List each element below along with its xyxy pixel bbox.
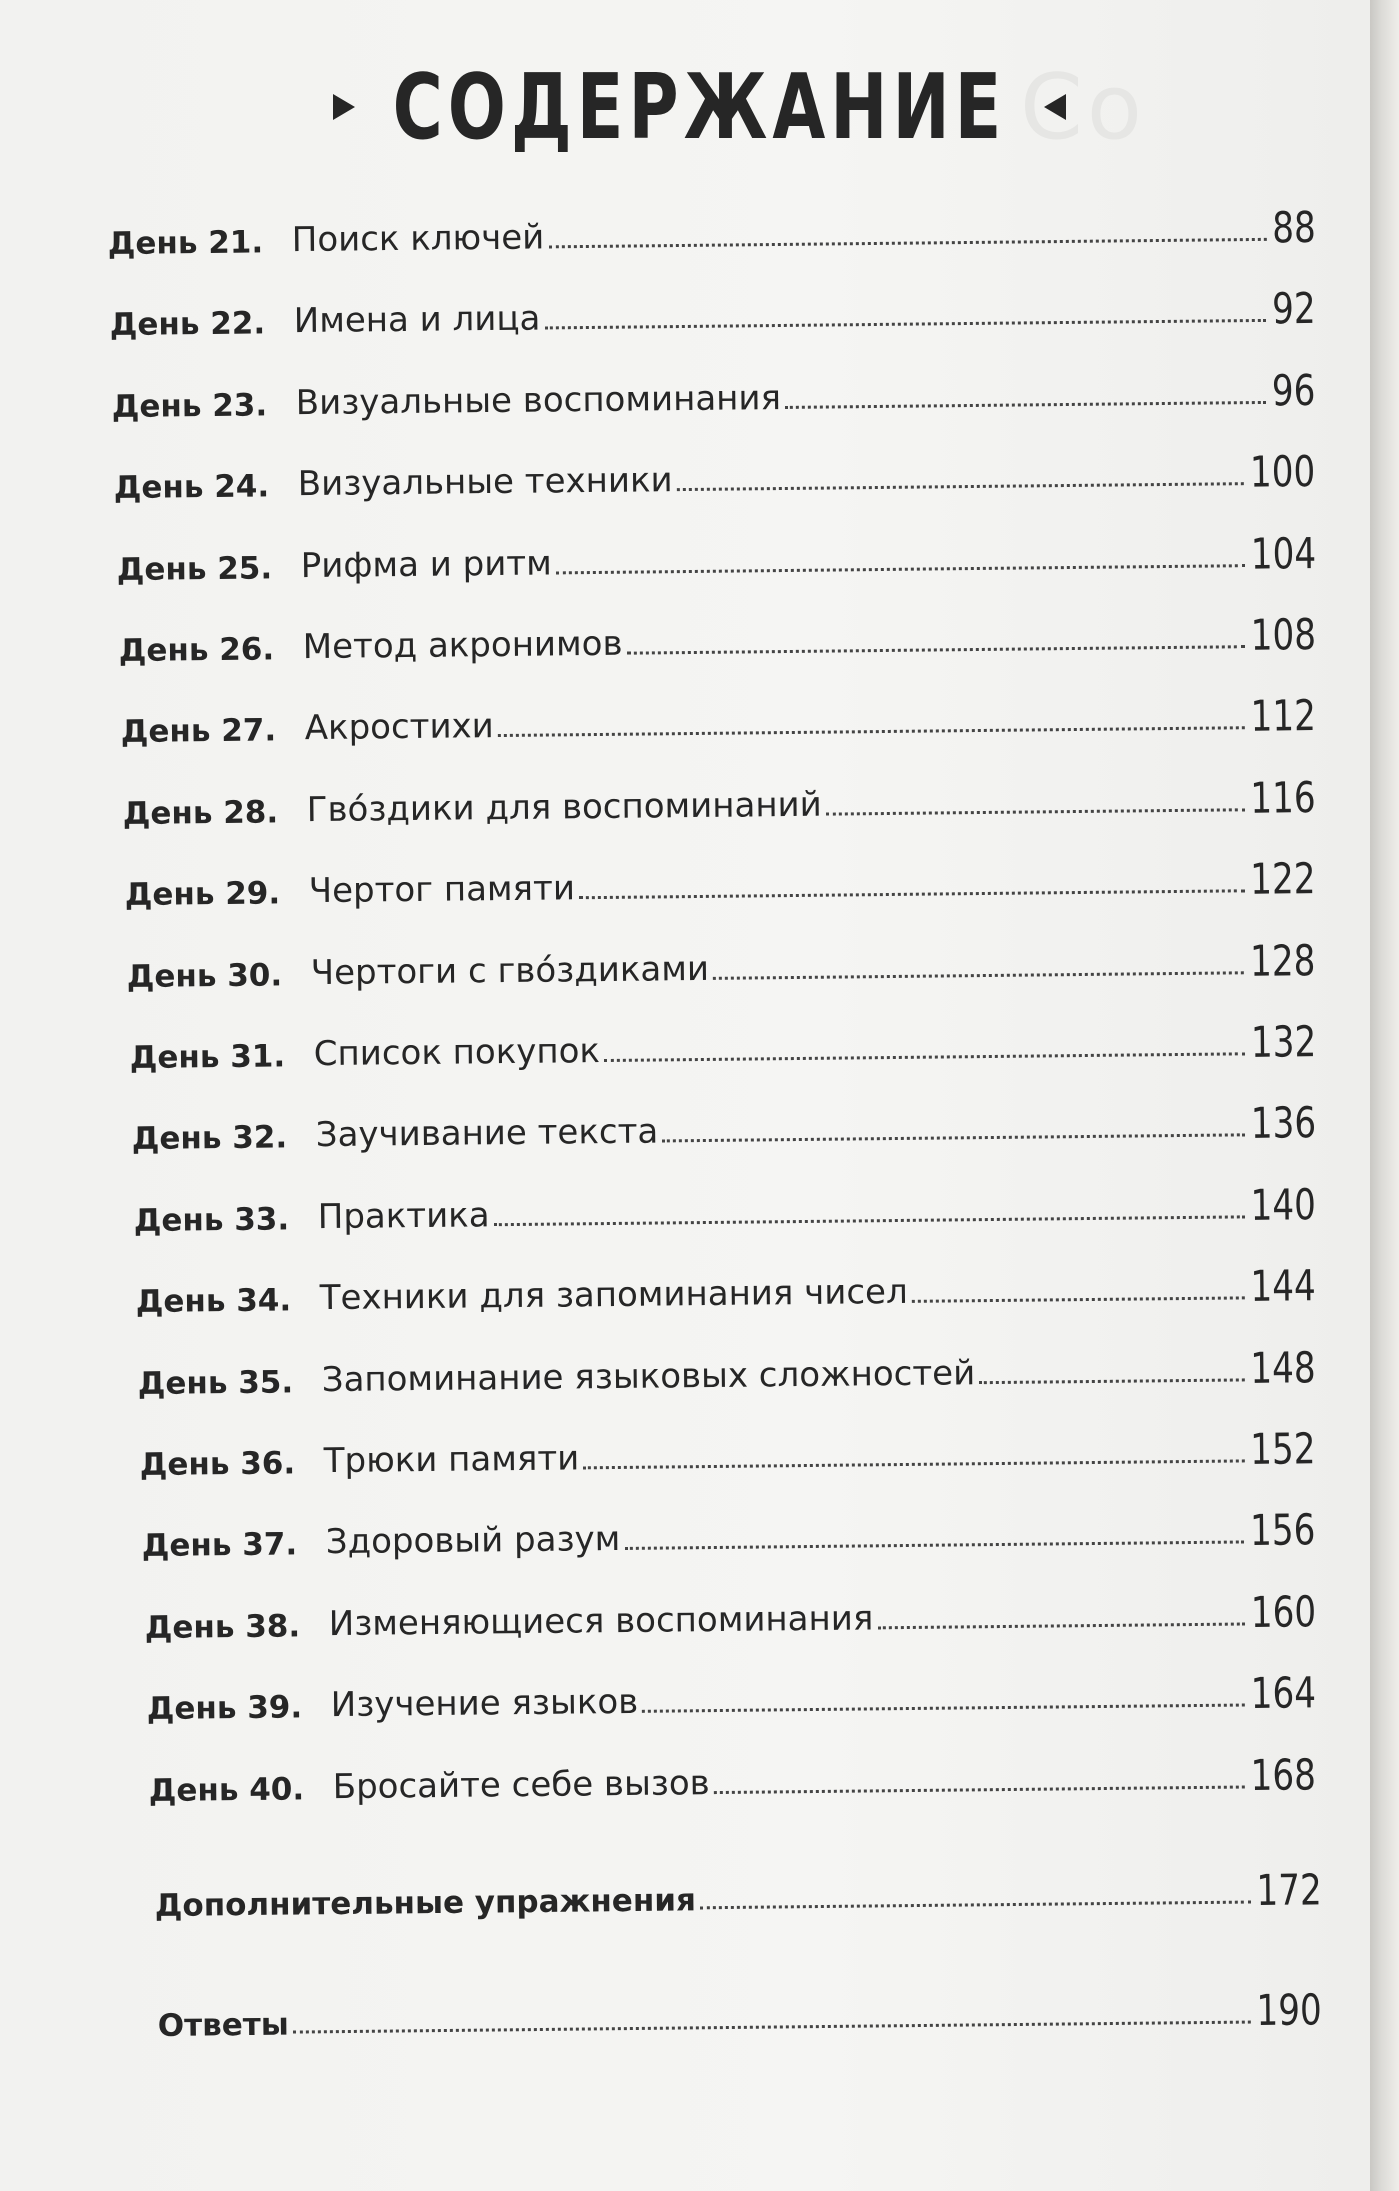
toc-day-label: День 39.	[146, 1689, 303, 1728]
dot-leader	[493, 1215, 1244, 1226]
dot-leader	[700, 1901, 1251, 1910]
triangle-right-icon	[333, 94, 355, 120]
toc-title: Ответы	[157, 2006, 289, 2044]
toc-title: Визуальные техники	[298, 460, 674, 505]
toc-title: Чертог памяти	[308, 868, 576, 912]
dot-leader	[293, 2021, 1251, 2034]
toc-title: Имена и лица	[293, 298, 541, 342]
dot-leader	[625, 1541, 1245, 1550]
toc-day-label: День 30.	[126, 956, 283, 995]
dot-leader	[604, 1052, 1245, 1062]
toc-day-label: День 33.	[133, 1201, 290, 1239]
triangle-left-icon	[1044, 94, 1066, 120]
dot-leader	[713, 971, 1244, 980]
toc-page-number: 108	[1250, 609, 1316, 660]
dot-leader	[555, 564, 1244, 574]
toc-page-number: 128	[1250, 935, 1316, 986]
contents-header	[0, 53, 1399, 160]
toc-page-number: 160	[1250, 1586, 1316, 1637]
toc-title: Техники для запоминания чисел	[319, 1272, 908, 1319]
dot-leader	[785, 401, 1266, 409]
toc-title: Запоминание языковых сложностей	[321, 1352, 976, 1400]
toc-page-number: 104	[1250, 528, 1316, 579]
toc-page-number: 136	[1250, 1098, 1316, 1149]
toc-title: Акростихи	[304, 706, 494, 749]
dot-leader	[826, 808, 1245, 815]
toc-day-label: День 31.	[129, 1038, 285, 1076]
dot-leader	[626, 645, 1244, 654]
toc-page-number: 156	[1250, 1505, 1316, 1556]
toc-page-number: 96	[1271, 365, 1316, 416]
toc-title: Изменяющиеся воспоминания	[328, 1598, 874, 1644]
dot-leader	[662, 1134, 1245, 1143]
dot-leader	[979, 1378, 1244, 1384]
toc-title: Список покупок	[313, 1031, 600, 1075]
toc-day-label: День 23.	[111, 387, 268, 425]
toc-title: Поиск ключей	[291, 217, 545, 261]
toc-day-label: День 26.	[118, 631, 275, 669]
page-gutter	[1370, 0, 1399, 2191]
toc-page-number: 168	[1250, 1749, 1316, 1800]
toc-page-number: 172	[1256, 1865, 1322, 1916]
toc-day-label: День 25.	[116, 549, 272, 588]
show-through-text: Со	[1020, 55, 1146, 160]
toc-day-label: День 36.	[139, 1445, 296, 1483]
toc-title: Изучение языков	[330, 1682, 639, 1726]
toc-title: Трюки памяти	[323, 1438, 580, 1482]
toc-day-label: День 28.	[122, 794, 279, 832]
toc-page-number: 132	[1250, 1016, 1316, 1067]
dot-leader	[498, 727, 1245, 738]
dot-leader	[677, 482, 1244, 491]
toc-page-number: 144	[1250, 1261, 1316, 1312]
toc-day-label: День 27.	[120, 712, 277, 751]
dot-leader	[877, 1622, 1245, 1629]
toc-page-number: 122	[1250, 854, 1316, 905]
toc-page-number: 112	[1250, 691, 1316, 742]
toc-page-number: 152	[1250, 1424, 1316, 1475]
toc-page-number: 164	[1250, 1668, 1316, 1719]
toc-title: Рифма и ритм	[300, 543, 552, 586]
toc-title: Метод акронимов	[302, 623, 623, 668]
toc-day-label: День 40.	[148, 1770, 305, 1809]
toc-page-number: 88	[1271, 202, 1316, 253]
toc-day-label: День 22.	[109, 305, 266, 344]
toc-day-label: День 34.	[135, 1282, 292, 1321]
toc-title: Бросайте себе вызов	[332, 1762, 710, 1807]
toc-page-number: 140	[1250, 1179, 1316, 1230]
dot-leader	[579, 889, 1244, 899]
toc-day-label: День 35.	[137, 1363, 294, 1402]
toc-day-label: День 21.	[107, 224, 264, 262]
dot-leader	[912, 1297, 1245, 1303]
toc-page-number: 92	[1271, 284, 1316, 334]
toc-title: Заучивание текста	[315, 1111, 659, 1156]
toc-page-number: 190	[1256, 1985, 1322, 2036]
dot-leader	[584, 1459, 1245, 1469]
toc-page-number: 116	[1250, 772, 1316, 823]
dot-leader	[642, 1704, 1245, 1713]
dot-leader	[714, 1785, 1245, 1794]
toc-title: Здоровый разум	[325, 1519, 621, 1563]
toc-day-label: День 37.	[142, 1526, 298, 1565]
toc-title: Практика	[317, 1195, 490, 1237]
toc-page-number: 148	[1250, 1342, 1316, 1393]
dot-leader	[548, 238, 1266, 249]
toc-title: Визуальные воспоминания	[295, 377, 782, 423]
toc-title: Гвóздики для воспоминаний	[306, 784, 823, 830]
page-title: СОДЕРЖАНИЕ	[392, 53, 1007, 160]
dot-leader	[545, 319, 1267, 330]
toc-day-label: День 29.	[124, 875, 281, 914]
toc-day-label: День 24.	[114, 468, 270, 507]
toc-title: Чертоги с гвóздиками	[310, 948, 710, 993]
toc-day-label: День 38.	[144, 1608, 300, 1646]
toc-page-number: 100	[1250, 446, 1316, 497]
toc-title: Дополнительные упражнения	[154, 1882, 697, 1924]
toc-day-label: День 32.	[131, 1119, 288, 1158]
